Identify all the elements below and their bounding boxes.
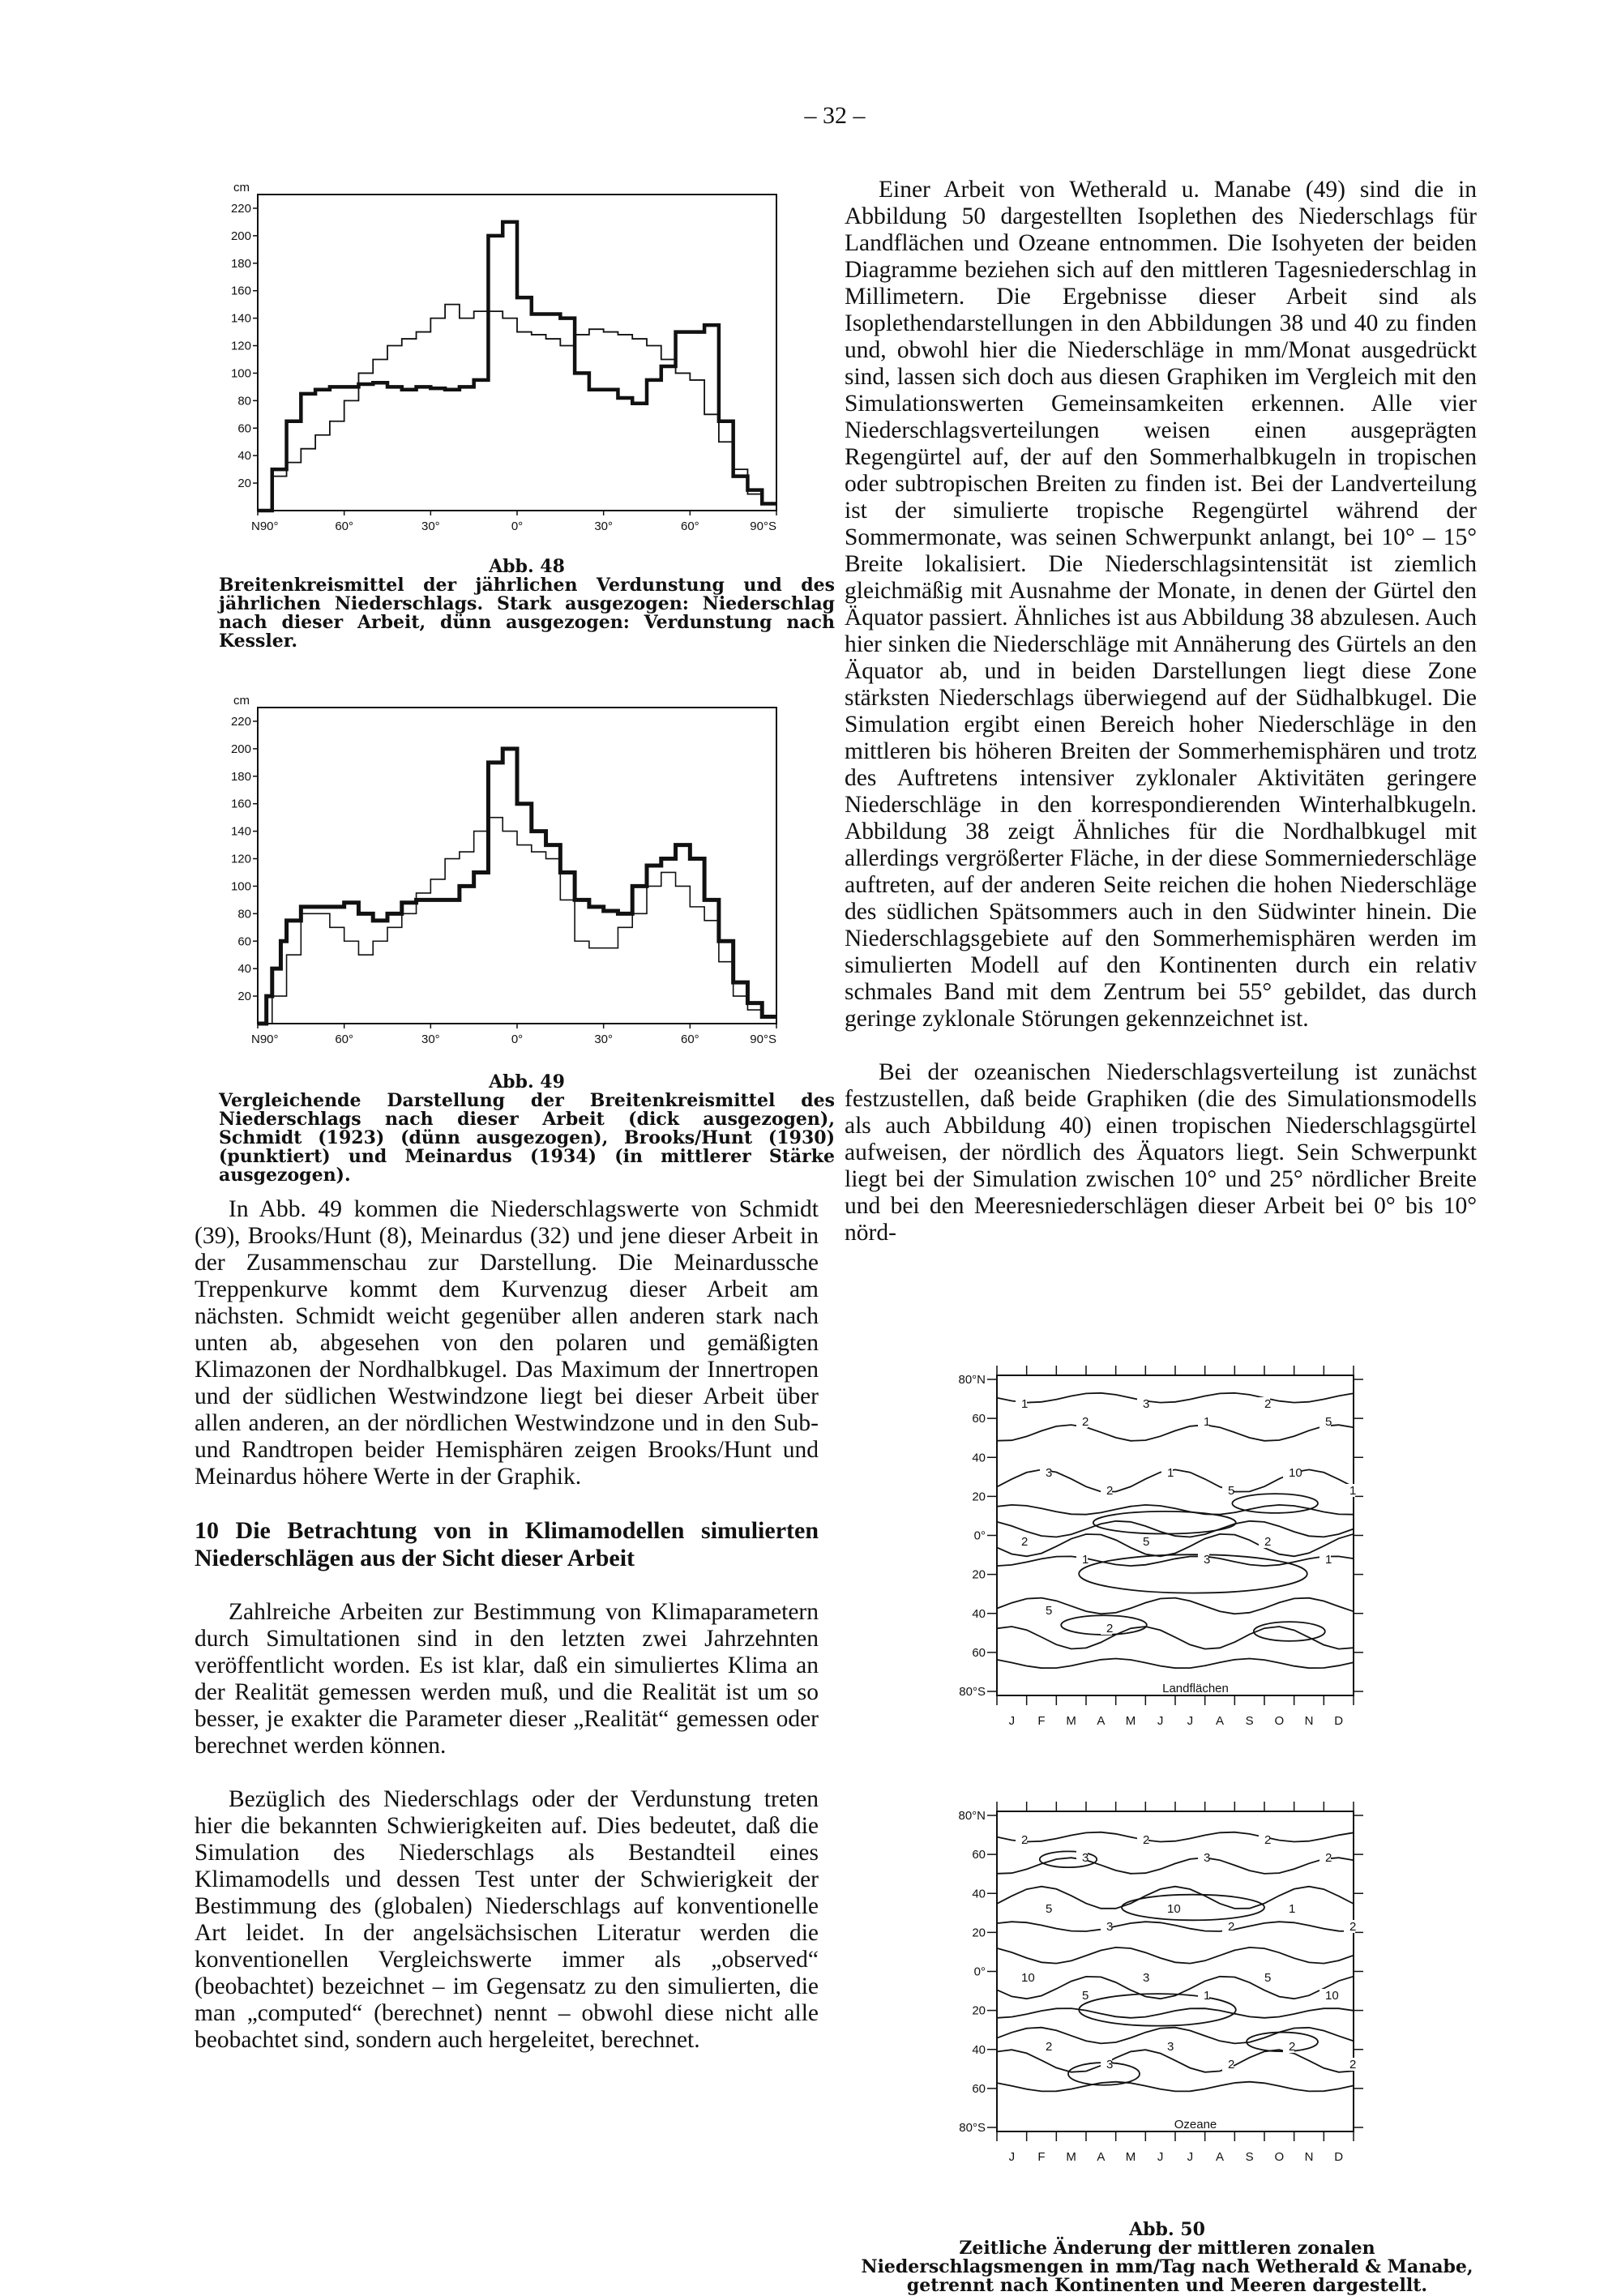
y-tick-label: 120 [230,852,251,866]
x-tick-label: 90°S [750,519,776,533]
series-line [258,818,776,1024]
month-label: M [1066,2150,1076,2164]
y-tick-label: 120 [230,339,251,353]
x-tick-label: 60° [335,519,354,533]
page-number: – 32 – [804,102,866,129]
month-label: J [1008,1714,1016,1728]
isohyet-line [997,2008,1354,2018]
panel-label: Landflächen [1162,1682,1229,1695]
left-column [195,1196,819,2080]
figure-50-caption-title: Abb. 50 [1129,2219,1205,2240]
month-label: F [1037,1714,1046,1728]
contour-value: 2 [1228,2058,1235,2072]
x-tick-label: 60° [335,1033,354,1046]
figure-49-caption-text: Vergleichende Darstellung der Breitenkreismittel des Niederschlags nach dieser Arbeit (dick ausgezogen), Schmidt (1923) (dünn ausgezogen), Brooks/Hunt (1930) (punktiert) und Meinardus (1934) (in mittlerer Stärke ausgezogen). [219,1090,835,1186]
y-tick-label: 20 [237,990,251,1004]
month-label: O [1274,1714,1285,1728]
month-label: S [1245,1714,1254,1728]
contour-value: 10 [1325,1989,1339,2003]
x-tick-label: 30° [594,519,614,533]
right-paragraph-1: Einer Arbeit von Wetherald u. Manabe (49) sind die in Abbildung 50 dargestellten Isoplethen des Niederschlags für Landflächen und Ozeane entnommen. Die Isohyeten der beiden Diagramme beziehen sich auf den mittleren Tagesniederschlag in Millimetern. Die Ergebnisse dieser Arbeit sind als Isoplethendarstellungen in den Abbildungen 38 und 40 zu finden und, obwohl hier die Niederschläge in mm/Monat ausgedrückt sind, lassen sich doch aus diesen Graphiken im Vergleich mit den Simulationswerten Gemeinsamkeiten erkennen. Alle vier Niederschlagsverteilungen weisen einen ausgeprägten Regengürtel auf, der auf den Sommerhalbkugeln in tropischen oder subtropischen Breiten zu finden ist. Bei der Landverteilung ist der simulierte tropische Regengürtel während der Sommermonate, was seinen Schwerpunkt anlangt, bei 10° – 15° Breite lokalisiert. Die Niederschlagsintensität ist ziemlich gleichmäßig mit Ausnahme der Monate, in denen der Gürtel den Äquator passiert. Ähnliches ist aus Abbildung 38 abzulesen. Auch hier sinken die Niederschläge mit Annäherung des Gürtels an den Äquator ab, und in beiden Darstellungen liegt diese Zone stärksten Niederschlags überwiegend auf der Südhalbkugel. Die Simulation ergibt einen Bereich hoher Niederschläge in den mittleren bis höheren Breiten der Sommerhemisphären und trotz des Auftretens intensiver zyklonaler Aktivitäten geringere Niederschläge in den korrespondierenden Winterhalbkugeln. Abbildung 38 zeigt Ähnliches für die Nordhalbkugel mit allerdings vergrößerter Fläche, in der diese Sommerniederschläge auftreten, auf der anderen Seite reichen die hohen Niederschläge des südlichen Spätsommers auch in den Südwinter hinein. Die Niederschlagsgebiete auf den Sommerhemisphären werden im simulierten Modell auf den Kontinenten durch ein relativ schmales Band mit dem Zentrum bei 55° gebildet, das durch geringe zyklonale Störungen gekennzeichnet ist. [845,177,1477,1032]
contour-value: 1 [1021,1397,1029,1411]
month-label: O [1274,2150,1285,2164]
contour-value: 1 [1167,1466,1174,1480]
series-line [258,222,776,511]
x-tick-label: 90°S [750,1033,776,1046]
figure-48-chart [219,174,835,555]
contour-value: 2 [1289,2040,1296,2054]
contour-value: 5 [1046,1604,1053,1618]
contour-value: 5 [1228,1484,1235,1498]
isohyet-closed [1247,2033,1318,2052]
panel-Ozeane [958,1802,1363,2164]
series-line [258,749,776,1024]
left-paragraph-3: Bezüglich des Niederschlags oder der Verdunstung treten hier die bekannten Schwierigkeiten auf. Dies bedeutet, daß die Simulation des Niederschlags als Bestandteil eines Klimamodells und dessen Test unter der Schwierigkeit der Bestimmung des (globalen) Niederschlags auf konventionelle Art leidet. In der angelsächsischen Literatur werden die konventionellen Vergleichswerte immer als „observed“ (beobachtet) bezeichnet – im Gegensatz zu den simulierten, die man „computed“ (berechnet) nennt – obwohl diese nicht alle beobachtet sind, sondern auch hergeleitet, berechnet. [195,1786,819,2053]
lat-label: 80°S [959,2121,986,2135]
figure-48-caption [219,558,835,651]
y-tick-label: 200 [230,229,251,243]
month-label: A [1097,1714,1106,1728]
month-label: J [1187,2150,1194,2164]
y-tick-label: 80 [237,394,251,408]
figure-48-caption-title: Abb. 48 [489,556,565,577]
lat-label: 0° [973,1529,986,1543]
figure-49-caption [219,1073,835,1185]
contour-value: 2 [1349,1920,1357,1934]
lat-label: 40 [972,1887,986,1901]
contour-value: 1 [1082,1553,1089,1567]
lat-label: 80°N [958,1373,986,1387]
lat-label: 20 [972,2003,986,2018]
y-tick-label: 200 [230,742,251,756]
contour-value: 5 [1143,1535,1150,1549]
isohyet-line [997,1425,1354,1441]
month-label: N [1304,1714,1314,1728]
x-tick-label: N90° [251,519,279,533]
isohyet-closed [1254,1622,1325,1641]
isohyet-line [997,1393,1354,1403]
lat-label: 60 [972,2081,986,2096]
lat-label: 40 [972,1451,986,1465]
contour-value: 2 [1143,1833,1150,1847]
left-paragraph-2: Zahlreiche Arbeiten zur Bestimmung von Klimaparametern durch Simultationen sind in den letzten zwei Jahrzehnten veröffentlicht worden. Es ist klar, daß ein simuliertes Klima an der Realität gemessen werden muß, und die Realität ist um so besser, je exakter die Parameter dieser „Realität“ gemessen oder berechnet werden können. [195,1599,819,1759]
lat-label: 60 [972,1848,986,1862]
month-label: J [1157,1714,1164,1728]
isohyet-line [997,1556,1354,1566]
figure-50-caption [851,2221,1483,2295]
y-tick-label: 220 [230,714,251,729]
x-tick-label: 60° [680,1033,699,1046]
isohyet-line [997,1977,1354,1999]
panel-frame [997,1811,1357,2131]
contour-value: 3 [1143,1971,1150,1985]
x-tick-label: 30° [421,519,440,533]
contour-value: 2 [1021,1833,1029,1847]
lat-label: 20 [972,1567,986,1582]
right-column [845,177,1477,1273]
panel-Landflächen [958,1366,1363,1728]
contour-value: 5 [1046,1902,1053,1916]
month-label: D [1334,1714,1344,1728]
month-label: M [1125,2150,1136,2164]
contour-value: 2 [1021,1535,1029,1549]
y-tick-label: 160 [230,797,251,811]
isohyet-closed [1093,1511,1236,1534]
contour-value: 1 [1289,1902,1296,1916]
isohyet-line [997,1832,1354,1842]
month-label: F [1037,2150,1046,2164]
y-tick-label: 180 [230,769,251,784]
x-tick-label: 0° [511,1033,524,1046]
left-paragraph-1: In Abb. 49 kommen die Niederschlagswerte von Schmidt (39), Brooks/Hunt (8), Meinardus (32) und jene dieser Arbeit in der Zusammenschau zur Darstellung. Die Meinardussche Treppenkurve kommt dem Kurvenzug dieser Arbeit am nächsten. Schmidt weicht gegenüber allen anderen stark nach unten ab, abgesehen von den polaren und gemäßigten Klimazonen der Nordhalbkugel. Das Maximum der Innertropen und der südlichen Westwindzone liegt bei dieser Arbeit über allen anderen, an der nördlichen Westwindzone und in den Sub- und Randtropen beider Hemisphären zeigen Brooks/Hunt und Meinardus höhere Werte in der Graphik. [195,1196,819,1490]
contour-value: 2 [1046,2040,1053,2054]
month-label: A [1215,1714,1225,1728]
month-label: A [1097,2150,1106,2164]
x-tick-label: 30° [594,1033,614,1046]
contour-value: 3 [1204,1553,1211,1567]
contour-value: 2 [1228,1920,1235,1934]
contour-value: 2 [1325,1851,1332,1865]
contour-value: 3 [1204,1851,1211,1865]
lat-label: 80°S [959,1685,986,1699]
month-label: J [1157,2150,1164,2164]
y-tick-label: 100 [230,879,251,894]
contour-value: 10 [1021,1971,1035,1985]
lat-label: 20 [972,1490,986,1504]
isohyet-closed [1122,1895,1264,1921]
lat-label: 0° [973,1965,986,1979]
month-label: J [1187,1714,1194,1728]
y-tick-label: 40 [237,962,251,977]
contour-value: 1 [1325,1553,1332,1567]
contour-value: 2 [1082,1415,1089,1429]
y-tick-label: 20 [237,477,251,491]
figure-50-isopleths [908,1349,1426,2225]
contour-value: 2 [1106,1484,1114,1498]
figure-50-caption-text: Zeitliche Änderung der mittleren zonalen Niederschlagsmengen in mm/Tag nach Wetherald & Manabe, getrennt nach Kontinenten und Meeren dargestellt. [861,2238,1473,2296]
contour-value: 3 [1167,2040,1174,2054]
figure-49-caption-title: Abb. 49 [489,1071,565,1092]
isohyet-line [997,2082,1354,2092]
y-tick-label: 140 [230,311,251,326]
month-label: A [1215,2150,1225,2164]
isohyet-line [997,1948,1354,1964]
figure-49-chart [219,687,835,1068]
y-tick-label: 40 [237,449,251,464]
isohyet-line [997,1534,1354,1557]
month-label: M [1066,1714,1076,1728]
x-tick-label: 0° [511,519,524,533]
section-heading: 10 Die Betrachtung von in Klimamodellen simulierten Niederschlägen aus der Sicht dieser Arbeit [195,1517,819,1571]
contour-value: 3 [1106,2058,1114,2072]
contour-value: 3 [1106,1920,1114,1934]
isohyet-line [997,1505,1354,1515]
contour-value: 10 [1289,1466,1302,1480]
lat-label: 60 [972,1412,986,1426]
contour-value: 3 [1046,1466,1053,1480]
month-label: M [1125,1714,1136,1728]
series-line [258,305,776,511]
isohyet-closed [1232,1494,1318,1513]
x-tick-label: 60° [680,519,699,533]
month-label: J [1008,2150,1016,2164]
contour-value: 2 [1264,1397,1272,1411]
month-label: D [1334,2150,1344,2164]
x-tick-label: 30° [421,1033,440,1046]
contour-value: 2 [1349,2058,1357,2072]
lat-label: 60 [972,1645,986,1660]
right-paragraph-2: Bei der ozeanischen Niederschlagsverteilung ist zunächst festzustellen, daß beide Graphiken (die des Simulationsmodells als auch Abbildung 40) einen tropischen Niederschlagsgürtel aufweisen, der nördlich des Äquators liegt. Sein Schwerpunkt liegt bei der Simulation zwischen 10° und 25° nördlicher Breite und bei den Meeresniederschlägen dieser Arbeit bei 0° bis 10° nörd- [845,1059,1477,1246]
contour-value: 2 [1264,1535,1272,1549]
contour-value: 2 [1264,1833,1272,1847]
lat-label: 40 [972,1606,986,1621]
figure-48-caption-text: Breitenkreismittel der jährlichen Verdunstung und des jährlichen Niederschlags. Stark ausgezogen: Niederschlag nach dieser Arbeit, dünn ausgezogen: Verdunstung nach Kessler. [219,575,835,652]
month-label: N [1304,2150,1314,2164]
isohyet-line [997,1521,1354,1537]
contour-value: 5 [1325,1415,1332,1429]
y-tick-label: 100 [230,366,251,381]
contour-value: 5 [1264,1971,1272,1985]
contour-value: 10 [1167,1902,1181,1916]
lat-label: 40 [972,2042,986,2057]
y-tick-label: 60 [237,934,251,949]
contour-value: 1 [1204,1415,1211,1429]
y-tick-label: 220 [230,201,251,216]
contour-value: 1 [1349,1484,1357,1498]
isohyet-line [997,1922,1354,1931]
y-tick-label: 60 [237,421,251,436]
contour-value: 1 [1204,1989,1211,2003]
y-tick-label: 180 [230,256,251,271]
contour-value: 5 [1082,1989,1089,2003]
isohyet-line [997,1627,1354,1649]
isohyet-line [997,1659,1354,1669]
lat-label: 20 [972,1926,986,1940]
x-tick-label: N90° [251,1033,279,1046]
contour-value: 3 [1143,1397,1150,1411]
contour-value: 3 [1082,1851,1089,1865]
y-tick-label: 160 [230,284,251,298]
y-tick-label: 140 [230,824,251,839]
y-tick-label: 80 [237,907,251,921]
lat-label: 80°N [958,1809,986,1823]
panel-label: Ozeane [1174,2118,1217,2131]
month-label: S [1245,2150,1254,2164]
y-unit-label: cm [233,694,250,708]
contour-value: 2 [1106,1622,1114,1635]
y-unit-label: cm [233,181,250,195]
isohyet-closed [1079,1554,1307,1593]
